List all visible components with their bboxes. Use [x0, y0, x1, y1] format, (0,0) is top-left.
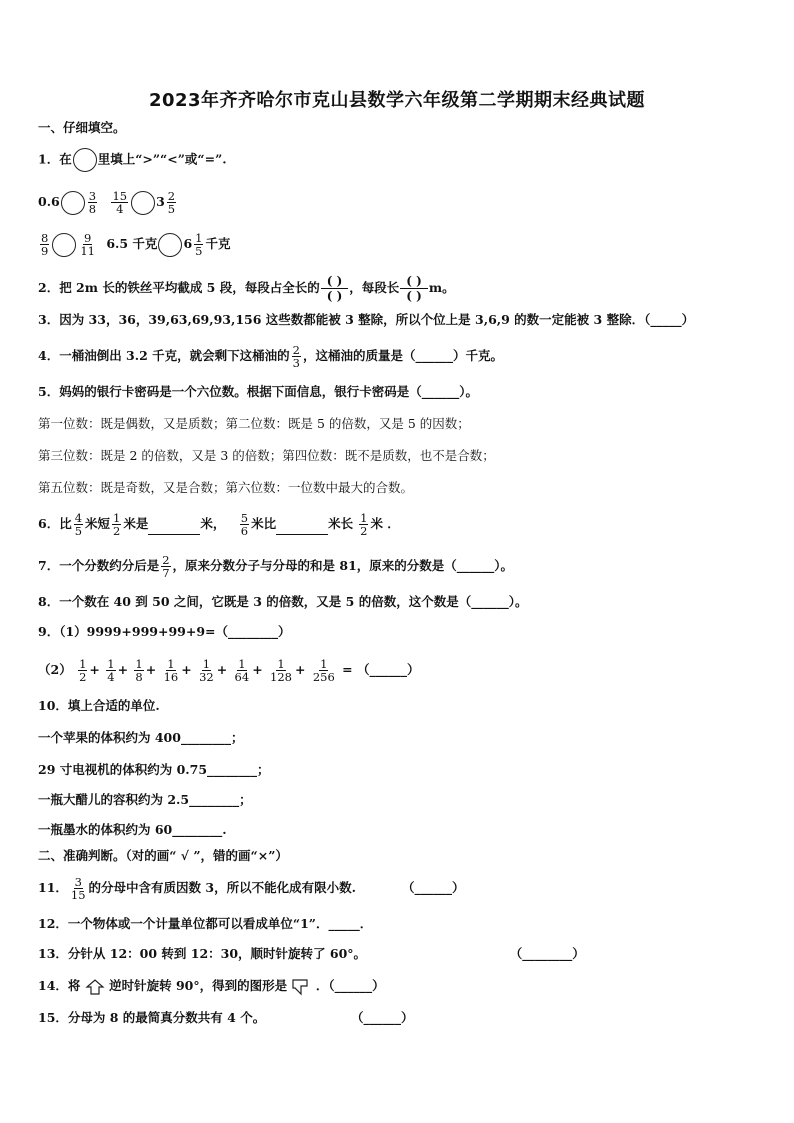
question-10-line-1: 一个苹果的体积约为 400________；: [38, 730, 244, 745]
fraction: $\frac{1}{2}$: [79, 657, 87, 684]
answer-paren[interactable]: （________）: [516, 946, 585, 961]
question-13: 13．分针从 12：00 转到 12：30，顺时针旋转了 60°。 （________）: [38, 946, 585, 961]
compare-circle[interactable]: [73, 148, 97, 172]
fraction: $\frac{1}{2}$: [113, 511, 121, 538]
question-14: 14．将 逆时针旋转 90°，得到的图形是 ．（______）: [38, 976, 385, 996]
question-4: 4．一桶油倒出 3.2 千克，就会剩下这桶油的 $\frac{2}{3}$ ，这桶油的质量是（______）千克。: [38, 343, 503, 370]
question-5-clue-2: 第三位数：既是 2 的倍数，又是 3 的倍数；第四位数：既不是质数，也不是合数；: [38, 448, 495, 463]
fraction: $\frac{2}{7}$: [162, 553, 170, 580]
answer-blank[interactable]: [148, 514, 200, 535]
answer-paren[interactable]: （______）: [357, 1010, 414, 1025]
fraction: $\frac{5}{6}$: [240, 511, 249, 538]
question-11: 11． $\frac{3}{15}$ 的分母中含有质因数 3，所以不能化成有限小数. （______）: [38, 875, 465, 902]
question-6: 6．比 $\frac{4}{5}$ 米短 $\frac{1}{2}$ 米是 米， $\frac{5}{6}$ 米比 米长 $\frac{1}{2}$ 米 ．: [38, 511, 400, 538]
question-5: 5．妈妈的银行卡密码是一个六位数。根据下面信息，银行卡密码是（______）。: [38, 384, 478, 399]
question-1: 1．在 里填上“>”“<”或“=”.: [38, 148, 227, 172]
compare-circle[interactable]: [158, 233, 182, 257]
fraction: $\frac{1}{256}$: [312, 657, 335, 684]
question-5-clue-3: 第五位数：既是奇数，又是合数；第六位数：一位数中最大的合数。: [38, 480, 414, 495]
fraction: $\frac{1}{64}$: [234, 657, 250, 684]
question-2: 2．把 2m 长的铁丝平均截成 5 段，每段占全长的 $\frac{( )}{( )}$ ，每段长 $\frac{( )}{( )}$ m。: [38, 274, 455, 303]
question-9-part-2: （2） $\frac{1}{2}$ + $\frac{1}{4}$ + $\frac{1}{8}$ + $\frac{1}{16}$ + $\frac{1}{32}$ + $\frac{1}{64}$ + $\frac{1}{128}$ + $\frac{1}{256}$ = （______）: [38, 657, 420, 684]
compare-circle[interactable]: [61, 191, 85, 215]
question-10-line-2: 29 寸电视机的体积约为 0.75________；: [38, 762, 270, 777]
question-3: 3．因为 33，36，39,63,69,93,156 这些数都能被 3 整除，所以个位上是 3,6,9 的数一定能被 3 整除．（_____）: [38, 312, 695, 327]
fraction: $\frac{1}{8}$: [135, 657, 143, 684]
question-10-line-3: 一瓶大醋儿的容积约为 2.5________；: [38, 792, 252, 807]
fraction: $\frac{1}{32}$: [199, 657, 214, 684]
question-10-line-4: 一瓶墨水的体积约为 60________.: [38, 822, 227, 837]
answer-paren[interactable]: （______）: [401, 880, 465, 895]
fraction: $\frac{15}{4}$: [112, 189, 128, 216]
section-2-heading: 二、准确判断。（对的画“ √ ”，错的画“×”）: [38, 848, 288, 863]
fraction: $\frac{1}{128}$: [270, 657, 292, 684]
question-15: 15．分母为 8 的最简真分数共有 4 个。 （______）: [38, 1010, 414, 1025]
question-1-row-2: $\frac{8}{9}$ $\frac{9}{11}$ 6.5 千克 6 $\frac{1}{5}$ 千克: [41, 231, 231, 258]
arrow-shape-rotated-icon: [291, 978, 311, 996]
page-title: 2023年齐齐哈尔市克山县数学六年级第二学期期末经典试题: [148, 90, 646, 111]
fraction: $\frac{1}{16}$: [163, 657, 179, 684]
answer-fraction-blank[interactable]: $\frac{( )}{( )}$: [321, 274, 349, 303]
compare-circle[interactable]: [131, 191, 155, 215]
fraction: $\frac{2}{5}$: [167, 189, 176, 216]
question-7: 7．一个分数约分后是 $\frac{2}{7}$ ，原来分数分子与分母的和是 81，原来的分数是（______）。: [38, 553, 514, 580]
fraction: $\frac{9}{11}$: [80, 231, 95, 258]
fraction: $\frac{8}{9}$: [41, 231, 49, 258]
question-1-row-1: 0.6 $\frac{3}{8}$ $\frac{15}{4}$ 3 $\frac{2}{5}$: [38, 189, 176, 216]
section-1-heading: 一、仔细填空。: [38, 120, 126, 135]
fraction: $\frac{1}{4}$: [107, 657, 115, 684]
fraction: $\frac{1}{2}$: [360, 511, 368, 538]
question-8: 8．一个数在 40 到 50 之间，它既是 3 的倍数，又是 5 的倍数，这个数是（______）。: [38, 594, 528, 609]
fraction: $\frac{3}{8}$: [88, 189, 97, 216]
fraction: $\frac{4}{5}$: [74, 511, 83, 538]
question-5-clue-1: 第一位数：既是偶数，又是质数；第二位数：既是 5 的倍数，又是 5 的因数；: [38, 416, 470, 431]
fraction: $\frac{3}{15}$: [70, 875, 86, 902]
question-12: 12．一个物体或一个计量单位都可以看成单位“1”．_____．: [38, 916, 373, 931]
arrow-shape-original-icon: [85, 978, 105, 996]
question-10: 10．填上合适的单位.: [38, 698, 160, 713]
question-9-part-1: 9．（1）9999+999+99+9=（________）: [38, 624, 291, 639]
answer-blank[interactable]: [276, 514, 328, 535]
fraction: $\frac{2}{3}$: [292, 343, 300, 370]
answer-fraction-blank[interactable]: $\frac{( )}{( )}$: [400, 274, 428, 303]
compare-circle[interactable]: [52, 233, 76, 257]
fraction: $\frac{1}{5}$: [195, 231, 203, 258]
